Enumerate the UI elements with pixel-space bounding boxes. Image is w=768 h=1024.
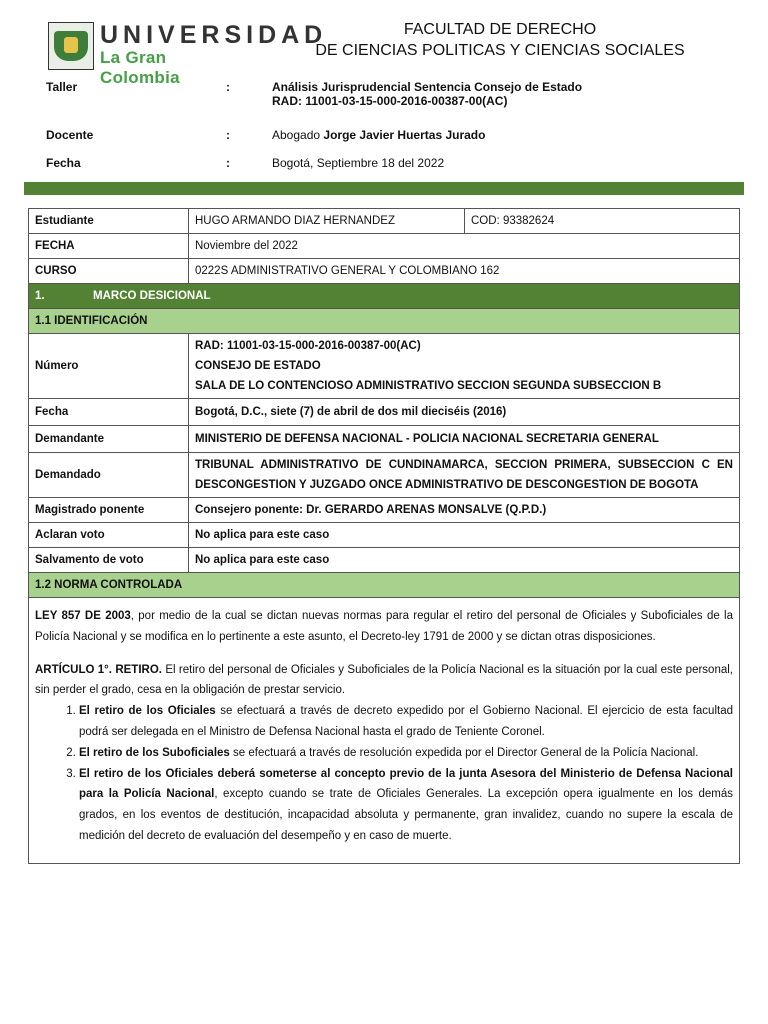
university-logo (48, 21, 328, 87)
numero-value (189, 334, 740, 399)
fecha-colon: : (226, 156, 230, 170)
ident-fecha-value: Bogotá, D.C., siete (7) de abril de dos mil dieciséis (2016) (189, 399, 740, 426)
fecha-label: Fecha (46, 156, 81, 170)
numero-line-1: RAD: 11001-03-15-000-2016-00387-00(AC) (195, 340, 421, 352)
analysis-table (28, 208, 740, 864)
section-1-2-header: 1.2 NORMA CONTROLADA (29, 573, 740, 598)
table-row (29, 548, 740, 573)
section-1-header (29, 284, 740, 309)
docente-colon: : (226, 128, 230, 142)
section-header-row (29, 573, 740, 598)
aclaran-label: Aclaran voto (29, 523, 189, 548)
ley-text: , por medio de la cual se dictan nuevas normas para regular el retiro del personal de Oficiales y Suboficiales de la Policía Nacional y se modifica en lo pertinente a este asunto, el Decreto-ley 1791 de 2000 y se dictan otras disposiciones. (35, 610, 733, 643)
norma-body (29, 598, 740, 864)
list-item (79, 764, 733, 847)
demandante-value: MINISTERIO DE DEFENSA NACIONAL - POLICIA NACIONAL SECRETARIA GENERAL (189, 426, 740, 453)
fecha-value: Bogotá, Septiembre 18 del 2022 (272, 156, 445, 170)
table-row (29, 399, 740, 426)
docente-value (272, 127, 485, 143)
green-divider-bar (24, 182, 744, 195)
demandado-label: Demandado (29, 453, 189, 498)
ley-paragraph (35, 606, 733, 648)
section-1-1-header: 1.1 IDENTIFICACIÓN (29, 309, 740, 334)
table-row (29, 234, 740, 259)
ident-fecha-label: Fecha (29, 399, 189, 426)
table-row (29, 209, 740, 234)
section-1-title: MARCO DESICIONAL (93, 290, 211, 302)
demandado-value: TRIBUNAL ADMINISTRATIVO DE CUNDINAMARCA, SECCION PRIMERA, SUBSECCION C EN DESCONGESTION Y JUZGADO ONCE ADMINISTRATIVO DE DESCONGESTION DE BOGOTA (189, 453, 740, 498)
docente-label: Docente (46, 128, 94, 142)
articulo-text: El retiro del personal de Oficiales y Suboficiales de la Policía Nacional es la situación por la cual este personal, sin perder el grado, cesa en la obligación de prestar servicio. (35, 663, 733, 697)
university-seal-icon (48, 22, 94, 70)
demandante-label: Demandante (29, 426, 189, 453)
table-row (29, 426, 740, 453)
taller-value-2: RAD: 11001-03-15-000-2016-00387-00(AC) (272, 94, 508, 108)
magistrado-value: Consejero ponente: Dr. GERARDO ARENAS MONSALVE (Q.P.D.) (189, 498, 740, 523)
table-row (29, 259, 740, 284)
salvamento-value: No aplica para este caso (189, 548, 740, 573)
section-header-row (29, 309, 740, 334)
list-item (79, 743, 733, 764)
aclaran-value: No aplica para este caso (189, 523, 740, 548)
taller-value-1: Análisis Jurisprudencial Sentencia Consejo de Estado (272, 80, 583, 94)
item-2-title: El retiro de los Suboficiales (79, 746, 230, 759)
taller-label: Taller (46, 80, 78, 94)
faculty-title (240, 19, 760, 61)
retiro-list (35, 701, 733, 847)
table-row (29, 334, 740, 399)
taller-colon: : (226, 80, 230, 94)
item-3-text: , excepto cuando se trate de Oficiales Generales. La excepción opera igualmente en los demás grados, en los eventos de destitución, incapacidad absoluta y permanente, gran invalidez, cuando no supere la escala de medición del decreto de evaluación del desempeño y en caso de muerte. (79, 788, 733, 842)
articulo-paragraph (35, 660, 733, 702)
logo-text-universidad: UNIVERSIDAD (100, 21, 328, 49)
numero-line-3: SALA DE LO CONTENCIOSO ADMINISTRATIVO SECCION SEGUNDA SUBSECCION B (195, 380, 662, 392)
table-row (29, 523, 740, 548)
student-fecha-label: FECHA (29, 234, 189, 259)
section-header-row (29, 284, 740, 309)
table-row (29, 598, 740, 864)
table-row (29, 453, 740, 498)
estudiante-value: HUGO ARMANDO DIAZ HERNANDEZ (189, 209, 465, 234)
articulo-title: ARTÍCULO 1°. RETIRO. (35, 663, 162, 676)
list-item (79, 701, 733, 743)
item-2-text: se efectuará a través de resolución expedida por el Director General de la Policía Nacional. (229, 746, 699, 759)
estudiante-label: Estudiante (29, 209, 189, 234)
magistrado-label: Magistrado ponente (29, 498, 189, 523)
salvamento-label: Salvamento de voto (29, 548, 189, 573)
numero-line-2: CONSEJO DE ESTADO (195, 360, 321, 372)
item-3-title: El retiro de los Oficiales deberá someterse al concepto previo de la junta Asesora del Ministerio de Defensa Nacional para la Policía Nacional (79, 767, 733, 801)
faculty-line-2: DE CIENCIAS POLITICAS Y CIENCIAS SOCIALES (315, 42, 685, 59)
faculty-line-1: FACULTAD DE DERECHO (403, 21, 597, 38)
student-fecha-value: Noviembre del 2022 (189, 234, 740, 259)
student-code: COD: 93382624 (465, 209, 740, 234)
docente-prefix: Abogado (272, 128, 324, 142)
numero-label: Número (29, 334, 189, 399)
curso-label: CURSO (29, 259, 189, 284)
logo-text-la-gran-colombia: La Gran Colombia (100, 48, 180, 87)
section-1-number: 1. (35, 290, 45, 302)
curso-value: 0222S ADMINISTRATIVO GENERAL Y COLOMBIANO 162 (189, 259, 740, 284)
docente-name: Jorge Javier Huertas Jurado (323, 128, 486, 142)
ley-title: LEY 857 DE 2003 (35, 610, 131, 622)
table-row (29, 498, 740, 523)
item-1-text: se efectuará a través de decreto expedido por el Gobierno Nacional. El ejercicio de esta facultad podrá ser delegada en el Ministro de Defensa Nacional hasta el grado de Teniente Coronel. (79, 705, 733, 738)
item-1-title: El retiro de los Oficiales (79, 705, 216, 718)
